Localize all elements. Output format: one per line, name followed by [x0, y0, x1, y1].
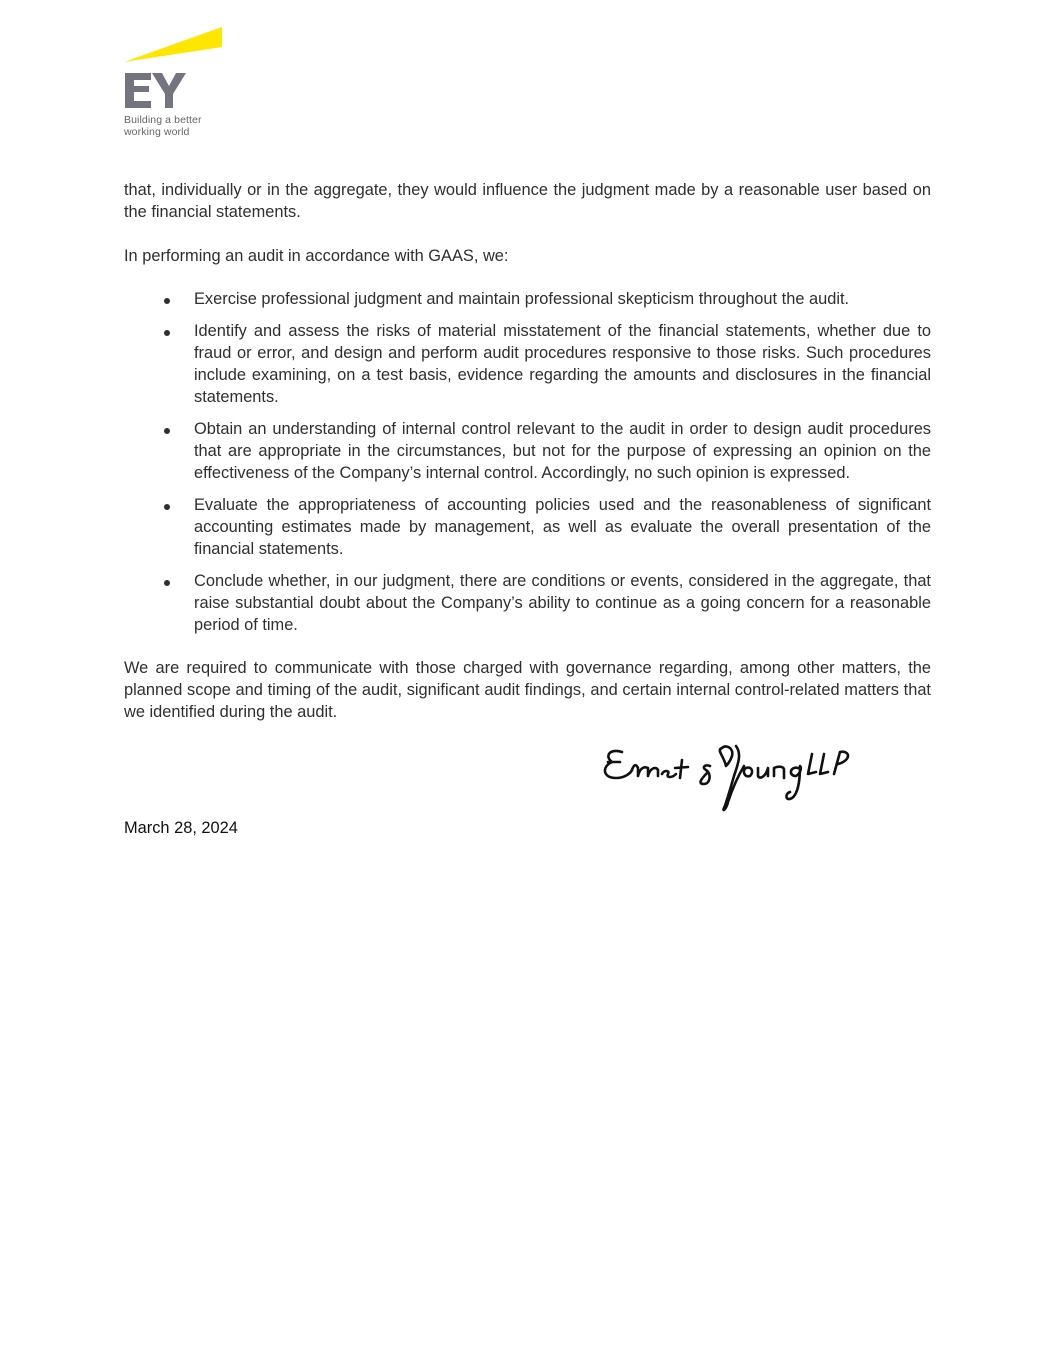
list-item-text: Identify and assess the risks of material misstatement of the financial statements, whether due to fraud or error, and design and perform audit procedures responsive to those risks. Such procedures include examining, on a test basis, evidence regarding the amounts and disclosures in the financial statements.: [194, 322, 931, 406]
ey-logo: [124, 26, 224, 142]
audit-procedures-list: [124, 288, 931, 636]
list-item-text: Obtain an understanding of internal control relevant to the audit in order to design audit procedures that are appropriate in the circumstances, but not for the purpose of expressing an opinion on the effectiveness of the Company’s internal control. Accordingly, no such opinion is expressed.: [194, 420, 931, 482]
list-item: [124, 418, 931, 484]
list-item-text: Conclude whether, in our judgment, there are conditions or events, considered in the aggregate, that raise substantial doubt about the Company’s ability to continue as a going concern for a reasonable period of time.: [194, 572, 931, 634]
intro-continuation-paragraph: that, individually or in the aggregate, they would influence the judgment made by a reasonable user based on the financial statements.: [124, 181, 931, 221]
list-item: [124, 570, 931, 636]
ey-tagline-line-2: working world: [124, 125, 190, 138]
ey-logo-mark: [124, 26, 224, 112]
bullet-icon: [164, 580, 170, 586]
list-item: [124, 320, 931, 408]
bullet-icon: [164, 428, 170, 434]
audit-procedures-lead: In performing an audit in accordance with GAAS, we:: [124, 247, 509, 265]
governance-communication-paragraph: We are required to communicate with those charged with governance regarding, among other matters, the planned scope and timing of the audit, significant audit findings, and certain internal control-related matters that we identified during the audit.: [124, 659, 931, 721]
list-item-text: Exercise professional judgment and maintain professional skepticism throughout the audit.: [194, 290, 850, 308]
list-item: [124, 494, 931, 560]
list-item-text: Evaluate the appropriateness of accounting policies used and the reasonableness of significant accounting estimates made by management, as well as evaluate the overall presentation of the financial statements.: [194, 496, 931, 558]
auditor-signature: [600, 740, 860, 815]
ey-logo-letter-y: [152, 73, 186, 108]
report-body: [124, 179, 931, 723]
bullet-icon: [164, 298, 170, 304]
ey-logo-letter-e: [125, 73, 151, 108]
ey-logo-beam: [124, 27, 222, 62]
ey-tagline: [124, 115, 202, 138]
ey-tagline-line-1: Building a better: [124, 114, 202, 126]
bullet-icon: [164, 330, 170, 336]
signature-icon: [600, 740, 860, 815]
list-item: [124, 288, 931, 310]
bullet-icon: [164, 504, 170, 510]
report-date: March 28, 2024: [124, 819, 238, 837]
